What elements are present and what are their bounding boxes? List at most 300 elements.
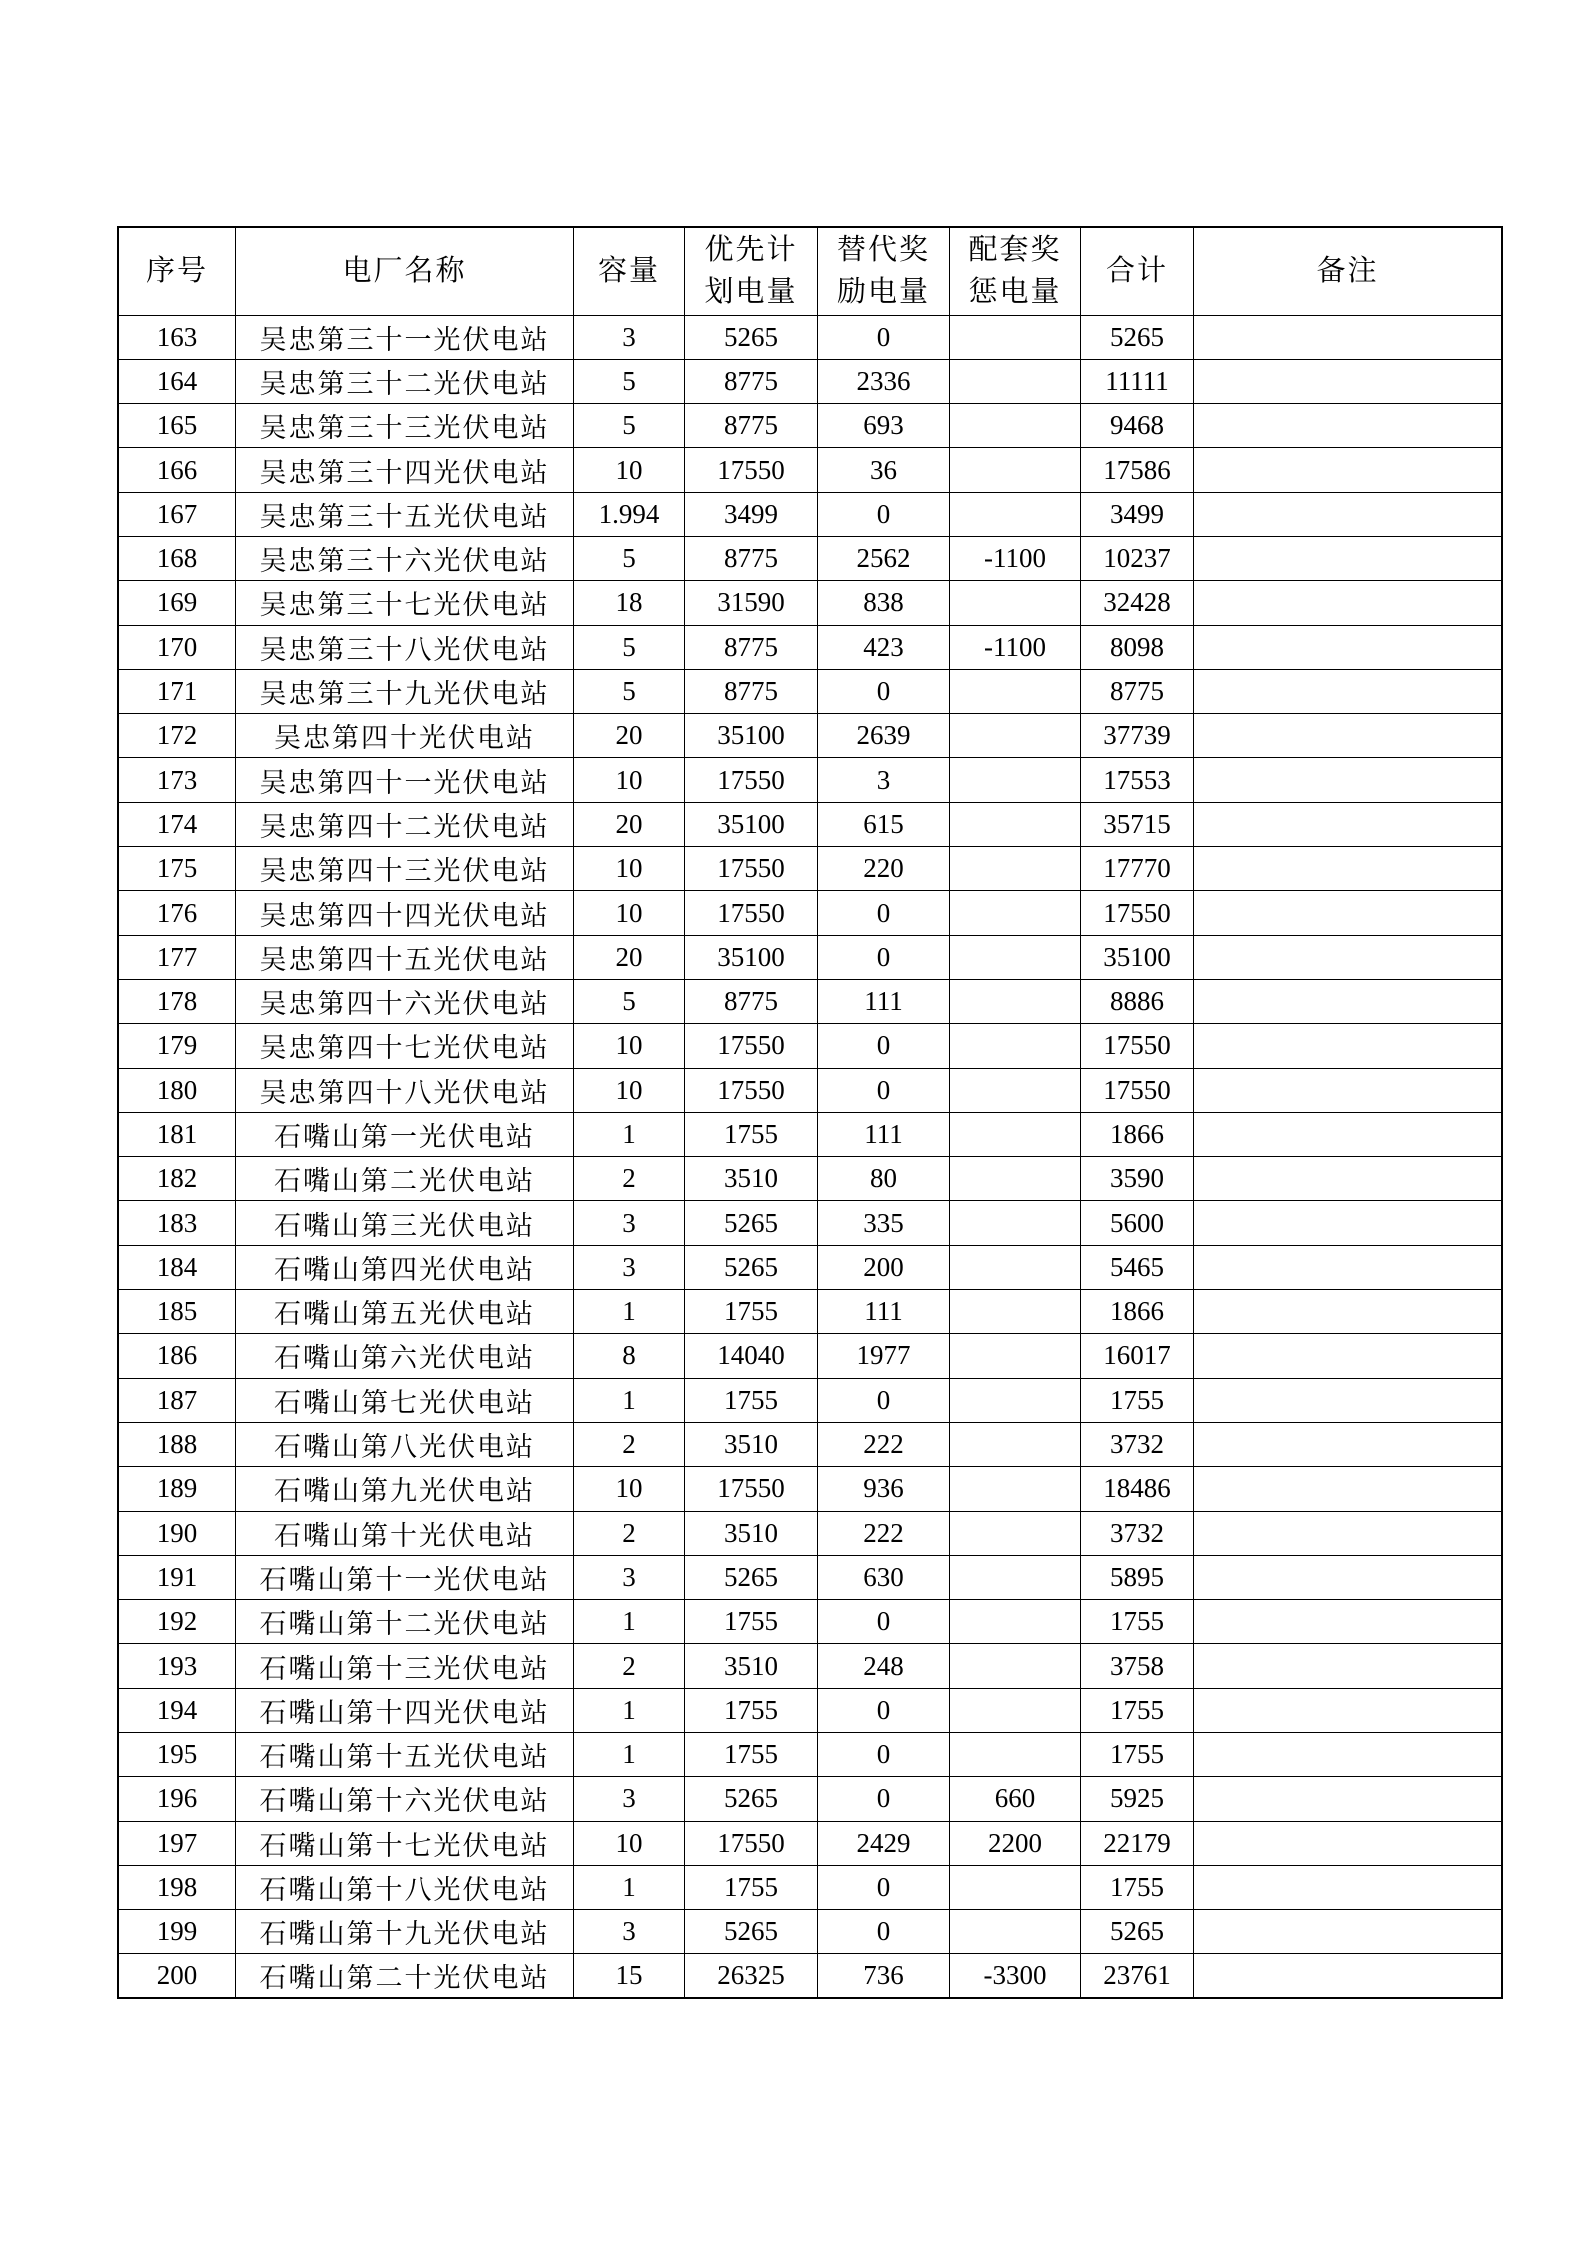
- cell-substitute: 200: [818, 1245, 950, 1289]
- cell-supporting: [950, 492, 1081, 536]
- cell-index: 163: [118, 315, 236, 359]
- cell-supporting: [950, 1555, 1081, 1599]
- cell-supporting: [950, 1290, 1081, 1334]
- cell-remark: [1194, 1068, 1503, 1112]
- table-row: [118, 581, 1502, 625]
- cell-index: 185: [118, 1290, 236, 1334]
- table-header: [118, 227, 1502, 315]
- cell-substitute: 0: [818, 1600, 950, 1644]
- cell-index: 170: [118, 625, 236, 669]
- table-row: [118, 1511, 1502, 1555]
- cell-index: 194: [118, 1688, 236, 1732]
- cell-substitute: 2639: [818, 714, 950, 758]
- table-row: [118, 448, 1502, 492]
- cell-remark: [1194, 1290, 1503, 1334]
- cell-name: 吴忠第三十八光伏电站: [236, 625, 574, 669]
- cell-substitute: 248: [818, 1644, 950, 1688]
- cell-priority: 17550: [685, 448, 818, 492]
- cell-index: 165: [118, 404, 236, 448]
- cell-supporting: [950, 669, 1081, 713]
- column-header-label: 容量: [597, 254, 660, 287]
- cell-total: 17550: [1081, 1068, 1194, 1112]
- cell-capacity: 1: [574, 1112, 685, 1156]
- cell-priority: 14040: [685, 1334, 818, 1378]
- cell-substitute: 0: [818, 1865, 950, 1909]
- table-row: [118, 1378, 1502, 1422]
- column-header-label: 序号: [145, 254, 208, 287]
- cell-priority: 1755: [685, 1688, 818, 1732]
- cell-priority: 1755: [685, 1378, 818, 1422]
- table-row: [118, 1777, 1502, 1821]
- cell-capacity: 10: [574, 1467, 685, 1511]
- cell-capacity: 3: [574, 1201, 685, 1245]
- table-row: [118, 315, 1502, 359]
- cell-priority: 1755: [685, 1733, 818, 1777]
- cell-capacity: 3: [574, 1555, 685, 1599]
- table-row: [118, 1555, 1502, 1599]
- cell-capacity: 3: [574, 1245, 685, 1289]
- table-row: [118, 1467, 1502, 1511]
- cell-index: 195: [118, 1733, 236, 1777]
- table-row: [118, 979, 1502, 1023]
- cell-supporting: [950, 1024, 1081, 1068]
- cell-capacity: 10: [574, 847, 685, 891]
- cell-supporting: 2200: [950, 1821, 1081, 1865]
- cell-index: 181: [118, 1112, 236, 1156]
- cell-capacity: 1: [574, 1290, 685, 1334]
- cell-total: 10237: [1081, 536, 1194, 580]
- cell-substitute: 335: [818, 1201, 950, 1245]
- cell-priority: 8775: [685, 536, 818, 580]
- table-row: [118, 1865, 1502, 1909]
- cell-name: 吴忠第四十四光伏电站: [236, 891, 574, 935]
- cell-remark: [1194, 1157, 1503, 1201]
- cell-priority: 17550: [685, 891, 818, 935]
- cell-index: 177: [118, 935, 236, 979]
- cell-capacity: 10: [574, 758, 685, 802]
- column-header-label: 备注: [1316, 254, 1379, 287]
- cell-supporting: [950, 1910, 1081, 1954]
- cell-remark: [1194, 758, 1503, 802]
- cell-priority: 1755: [685, 1600, 818, 1644]
- cell-name: 石嘴山第二光伏电站: [236, 1157, 574, 1201]
- cell-total: 11111: [1081, 359, 1194, 403]
- cell-total: 5925: [1081, 1777, 1194, 1821]
- cell-remark: [1194, 581, 1503, 625]
- cell-index: 179: [118, 1024, 236, 1068]
- cell-remark: [1194, 1688, 1503, 1732]
- table-row: [118, 1068, 1502, 1112]
- cell-capacity: 15: [574, 1954, 685, 1998]
- cell-priority: 1755: [685, 1290, 818, 1334]
- table-row: [118, 625, 1502, 669]
- cell-remark: [1194, 1024, 1503, 1068]
- cell-capacity: 10: [574, 1024, 685, 1068]
- cell-supporting: -1100: [950, 625, 1081, 669]
- cell-total: 5465: [1081, 1245, 1194, 1289]
- cell-remark: [1194, 935, 1503, 979]
- table-row: [118, 404, 1502, 448]
- cell-name: 吴忠第三十二光伏电站: [236, 359, 574, 403]
- cell-remark: [1194, 359, 1503, 403]
- column-header-priority: [685, 227, 818, 315]
- cell-name: 石嘴山第七光伏电站: [236, 1378, 574, 1422]
- cell-name: 吴忠第三十七光伏电站: [236, 581, 574, 625]
- cell-priority: 5265: [685, 1777, 818, 1821]
- cell-priority: 8775: [685, 359, 818, 403]
- cell-priority: 8775: [685, 979, 818, 1023]
- cell-supporting: [950, 979, 1081, 1023]
- cell-capacity: 2: [574, 1157, 685, 1201]
- cell-capacity: 20: [574, 935, 685, 979]
- cell-remark: [1194, 1777, 1503, 1821]
- column-header-label: 合计: [1105, 254, 1168, 287]
- cell-priority: 3510: [685, 1157, 818, 1201]
- cell-substitute: 1977: [818, 1334, 950, 1378]
- cell-substitute: 2562: [818, 536, 950, 580]
- cell-index: 190: [118, 1511, 236, 1555]
- cell-name: 吴忠第四十三光伏电站: [236, 847, 574, 891]
- cell-priority: 5265: [685, 1555, 818, 1599]
- table-row: [118, 1201, 1502, 1245]
- cell-priority: 17550: [685, 1024, 818, 1068]
- cell-total: 1755: [1081, 1378, 1194, 1422]
- cell-remark: [1194, 492, 1503, 536]
- cell-total: 16017: [1081, 1334, 1194, 1378]
- cell-capacity: 10: [574, 1068, 685, 1112]
- cell-name: 石嘴山第十八光伏电站: [236, 1865, 574, 1909]
- cell-index: 188: [118, 1422, 236, 1466]
- cell-total: 17553: [1081, 758, 1194, 802]
- cell-index: 174: [118, 802, 236, 846]
- cell-index: 182: [118, 1157, 236, 1201]
- cell-supporting: [950, 1068, 1081, 1112]
- cell-index: 171: [118, 669, 236, 713]
- table-row: [118, 891, 1502, 935]
- cell-index: 175: [118, 847, 236, 891]
- cell-index: 200: [118, 1954, 236, 1998]
- cell-supporting: [950, 1245, 1081, 1289]
- cell-substitute: 111: [818, 979, 950, 1023]
- cell-supporting: [950, 315, 1081, 359]
- cell-supporting: 660: [950, 1777, 1081, 1821]
- cell-index: 167: [118, 492, 236, 536]
- cell-capacity: 3: [574, 315, 685, 359]
- table-row: [118, 1600, 1502, 1644]
- table-row: [118, 802, 1502, 846]
- cell-name: 石嘴山第二十光伏电站: [236, 1954, 574, 1998]
- cell-index: 168: [118, 536, 236, 580]
- cell-total: 5265: [1081, 315, 1194, 359]
- cell-total: 3590: [1081, 1157, 1194, 1201]
- cell-substitute: 0: [818, 891, 950, 935]
- cell-total: 17586: [1081, 448, 1194, 492]
- cell-total: 1866: [1081, 1290, 1194, 1334]
- cell-supporting: -3300: [950, 1954, 1081, 1998]
- cell-name: 石嘴山第十五光伏电站: [236, 1733, 574, 1777]
- cell-priority: 17550: [685, 758, 818, 802]
- cell-substitute: 0: [818, 492, 950, 536]
- cell-name: 吴忠第四十七光伏电站: [236, 1024, 574, 1068]
- cell-total: 8775: [1081, 669, 1194, 713]
- cell-index: 196: [118, 1777, 236, 1821]
- cell-supporting: [950, 758, 1081, 802]
- table-row: [118, 1644, 1502, 1688]
- cell-name: 吴忠第四十八光伏电站: [236, 1068, 574, 1112]
- cell-substitute: 0: [818, 1688, 950, 1732]
- cell-capacity: 10: [574, 448, 685, 492]
- cell-supporting: [950, 1334, 1081, 1378]
- cell-name: 石嘴山第十六光伏电站: [236, 1777, 574, 1821]
- cell-index: 184: [118, 1245, 236, 1289]
- cell-total: 37739: [1081, 714, 1194, 758]
- cell-substitute: 693: [818, 404, 950, 448]
- power-plant-table: [117, 226, 1503, 1999]
- cell-capacity: 18: [574, 581, 685, 625]
- cell-name: 吴忠第三十六光伏电站: [236, 536, 574, 580]
- cell-total: 17770: [1081, 847, 1194, 891]
- cell-capacity: 10: [574, 891, 685, 935]
- table-header-row: [118, 227, 1502, 315]
- cell-capacity: 10: [574, 1821, 685, 1865]
- cell-priority: 35100: [685, 802, 818, 846]
- cell-substitute: 222: [818, 1511, 950, 1555]
- column-header-remark: [1194, 227, 1503, 315]
- cell-supporting: [950, 1467, 1081, 1511]
- cell-index: 164: [118, 359, 236, 403]
- table-row: [118, 1422, 1502, 1466]
- column-header-name: [236, 227, 574, 315]
- cell-total: 1755: [1081, 1688, 1194, 1732]
- cell-name: 石嘴山第六光伏电站: [236, 1334, 574, 1378]
- cell-supporting: [950, 1378, 1081, 1422]
- column-header-label: 电厂名称: [342, 254, 467, 287]
- cell-name: 石嘴山第十九光伏电站: [236, 1910, 574, 1954]
- cell-substitute: 423: [818, 625, 950, 669]
- cell-total: 23761: [1081, 1954, 1194, 1998]
- cell-remark: [1194, 1467, 1503, 1511]
- table-row: [118, 536, 1502, 580]
- cell-index: 191: [118, 1555, 236, 1599]
- cell-name: 石嘴山第十光伏电站: [236, 1511, 574, 1555]
- cell-substitute: 630: [818, 1555, 950, 1599]
- cell-capacity: 5: [574, 536, 685, 580]
- cell-name: 石嘴山第十三光伏电站: [236, 1644, 574, 1688]
- cell-remark: [1194, 1112, 1503, 1156]
- table-row: [118, 1112, 1502, 1156]
- cell-name: 石嘴山第八光伏电站: [236, 1422, 574, 1466]
- cell-capacity: 20: [574, 802, 685, 846]
- table-row: [118, 1334, 1502, 1378]
- cell-index: 166: [118, 448, 236, 492]
- cell-substitute: 2429: [818, 1821, 950, 1865]
- cell-priority: 5265: [685, 315, 818, 359]
- cell-index: 180: [118, 1068, 236, 1112]
- cell-capacity: 5: [574, 404, 685, 448]
- cell-capacity: 5: [574, 979, 685, 1023]
- cell-capacity: 1: [574, 1688, 685, 1732]
- cell-substitute: 222: [818, 1422, 950, 1466]
- table-row: [118, 847, 1502, 891]
- cell-priority: 31590: [685, 581, 818, 625]
- table-row: [118, 1733, 1502, 1777]
- cell-name: 吴忠第三十四光伏电站: [236, 448, 574, 492]
- cell-index: 176: [118, 891, 236, 935]
- column-header-substitute: [818, 227, 950, 315]
- cell-supporting: [950, 1201, 1081, 1245]
- cell-name: 石嘴山第十二光伏电站: [236, 1600, 574, 1644]
- cell-substitute: 736: [818, 1954, 950, 1998]
- cell-priority: 5265: [685, 1245, 818, 1289]
- cell-priority: 17550: [685, 1467, 818, 1511]
- table-row: [118, 1245, 1502, 1289]
- cell-index: 197: [118, 1821, 236, 1865]
- table-row: [118, 1157, 1502, 1201]
- cell-substitute: 838: [818, 581, 950, 625]
- cell-supporting: [950, 404, 1081, 448]
- cell-remark: [1194, 1422, 1503, 1466]
- cell-substitute: 0: [818, 669, 950, 713]
- cell-capacity: 5: [574, 625, 685, 669]
- cell-name: 石嘴山第十一光伏电站: [236, 1555, 574, 1599]
- table-row: [118, 758, 1502, 802]
- cell-substitute: 220: [818, 847, 950, 891]
- cell-total: 1755: [1081, 1600, 1194, 1644]
- cell-remark: [1194, 1644, 1503, 1688]
- cell-supporting: [950, 935, 1081, 979]
- cell-capacity: 5: [574, 359, 685, 403]
- cell-capacity: 1: [574, 1378, 685, 1422]
- table-row: [118, 1910, 1502, 1954]
- cell-substitute: 0: [818, 1024, 950, 1068]
- cell-supporting: [950, 1733, 1081, 1777]
- cell-supporting: [950, 1112, 1081, 1156]
- cell-priority: 17550: [685, 1821, 818, 1865]
- cell-substitute: 36: [818, 448, 950, 492]
- cell-capacity: 5: [574, 669, 685, 713]
- cell-priority: 5265: [685, 1201, 818, 1245]
- cell-total: 22179: [1081, 1821, 1194, 1865]
- cell-capacity: 20: [574, 714, 685, 758]
- cell-substitute: 111: [818, 1112, 950, 1156]
- cell-name: 吴忠第三十三光伏电站: [236, 404, 574, 448]
- cell-priority: 5265: [685, 1910, 818, 1954]
- cell-remark: [1194, 536, 1503, 580]
- cell-remark: [1194, 1733, 1503, 1777]
- cell-supporting: -1100: [950, 536, 1081, 580]
- cell-index: 169: [118, 581, 236, 625]
- cell-priority: 8775: [685, 625, 818, 669]
- cell-capacity: 2: [574, 1422, 685, 1466]
- cell-index: 186: [118, 1334, 236, 1378]
- cell-remark: [1194, 1821, 1503, 1865]
- cell-supporting: [950, 581, 1081, 625]
- column-header-total: [1081, 227, 1194, 315]
- cell-index: 187: [118, 1378, 236, 1422]
- table-row: [118, 492, 1502, 536]
- cell-remark: [1194, 1954, 1503, 1998]
- cell-substitute: 936: [818, 1467, 950, 1511]
- cell-priority: 3499: [685, 492, 818, 536]
- cell-total: 35100: [1081, 935, 1194, 979]
- table-row: [118, 669, 1502, 713]
- cell-index: 183: [118, 1201, 236, 1245]
- cell-total: 1755: [1081, 1865, 1194, 1909]
- cell-capacity: 1: [574, 1865, 685, 1909]
- cell-remark: [1194, 625, 1503, 669]
- cell-remark: [1194, 1555, 1503, 1599]
- cell-supporting: [950, 714, 1081, 758]
- cell-index: 199: [118, 1910, 236, 1954]
- cell-supporting: [950, 1157, 1081, 1201]
- cell-total: 17550: [1081, 891, 1194, 935]
- cell-remark: [1194, 1865, 1503, 1909]
- cell-total: 3758: [1081, 1644, 1194, 1688]
- cell-index: 198: [118, 1865, 236, 1909]
- cell-remark: [1194, 1910, 1503, 1954]
- cell-priority: 17550: [685, 847, 818, 891]
- cell-priority: 35100: [685, 714, 818, 758]
- cell-total: 18486: [1081, 1467, 1194, 1511]
- cell-capacity: 2: [574, 1511, 685, 1555]
- cell-substitute: 0: [818, 1068, 950, 1112]
- cell-supporting: [950, 1865, 1081, 1909]
- cell-name: 吴忠第四十光伏电站: [236, 714, 574, 758]
- cell-supporting: [950, 891, 1081, 935]
- cell-substitute: 2336: [818, 359, 950, 403]
- cell-substitute: 0: [818, 1378, 950, 1422]
- cell-priority: 3510: [685, 1422, 818, 1466]
- cell-capacity: 1.994: [574, 492, 685, 536]
- cell-total: 1755: [1081, 1733, 1194, 1777]
- cell-capacity: 3: [574, 1910, 685, 1954]
- cell-remark: [1194, 1245, 1503, 1289]
- cell-capacity: 1: [574, 1733, 685, 1777]
- cell-total: 8886: [1081, 979, 1194, 1023]
- cell-supporting: [950, 1422, 1081, 1466]
- cell-priority: 35100: [685, 935, 818, 979]
- table-row: [118, 1024, 1502, 1068]
- table-row: [118, 1688, 1502, 1732]
- cell-total: 1866: [1081, 1112, 1194, 1156]
- cell-total: 17550: [1081, 1024, 1194, 1068]
- cell-priority: 8775: [685, 404, 818, 448]
- cell-name: 石嘴山第九光伏电站: [236, 1467, 574, 1511]
- cell-supporting: [950, 802, 1081, 846]
- cell-substitute: 3: [818, 758, 950, 802]
- cell-remark: [1194, 802, 1503, 846]
- cell-name: 吴忠第四十二光伏电站: [236, 802, 574, 846]
- cell-remark: [1194, 847, 1503, 891]
- cell-capacity: 3: [574, 1777, 685, 1821]
- cell-remark: [1194, 1334, 1503, 1378]
- cell-name: 石嘴山第一光伏电站: [236, 1112, 574, 1156]
- cell-remark: [1194, 891, 1503, 935]
- cell-total: 8098: [1081, 625, 1194, 669]
- table-row: [118, 1821, 1502, 1865]
- cell-remark: [1194, 1378, 1503, 1422]
- cell-total: 5265: [1081, 1910, 1194, 1954]
- cell-capacity: 1: [574, 1600, 685, 1644]
- cell-remark: [1194, 1201, 1503, 1245]
- cell-supporting: [950, 359, 1081, 403]
- cell-name: 石嘴山第十四光伏电站: [236, 1688, 574, 1732]
- cell-index: 178: [118, 979, 236, 1023]
- column-header-index: [118, 227, 236, 315]
- cell-remark: [1194, 669, 1503, 713]
- column-header-label: 优先计划电量: [704, 234, 798, 309]
- cell-priority: 3510: [685, 1511, 818, 1555]
